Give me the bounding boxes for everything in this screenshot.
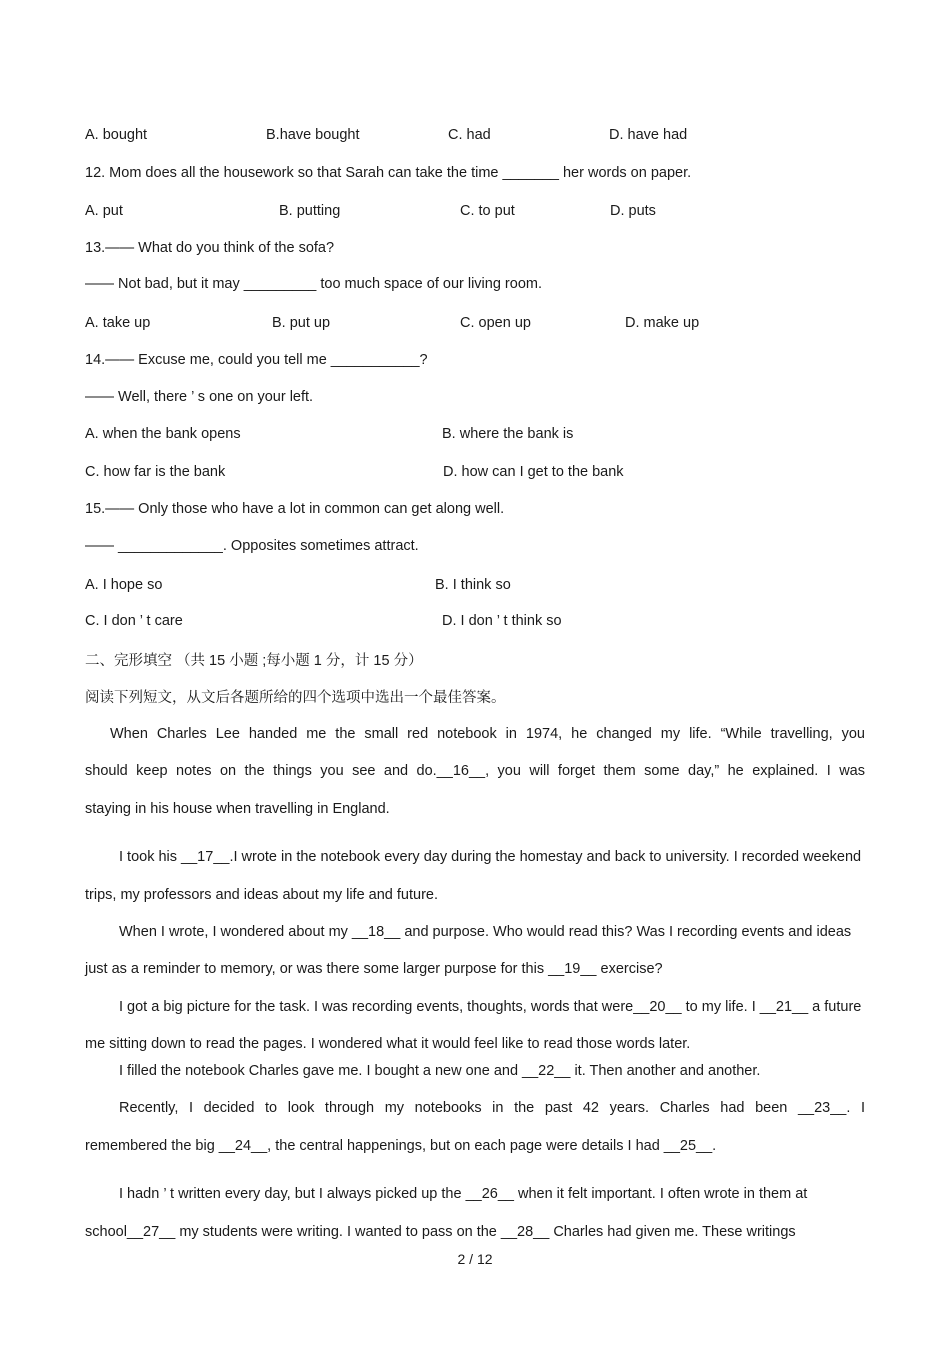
q12-option-d: D. puts <box>610 203 656 219</box>
passage-p1-line1: When Charles Lee handed me the small red notebook in 1974, he changed my life. “While travelling, you <box>110 726 865 742</box>
q11-option-d: D. have had <box>609 127 688 143</box>
q13-option-b: B. put up <box>272 315 331 331</box>
q14-option-d: D. how can I get to the bank <box>443 464 624 480</box>
passage-p5: I filled the notebook Charles gave me. I bought a new one and __22__ it. Then another and another. <box>119 1063 761 1079</box>
passage-p7: I hadn ’ t written every day, but I always picked up the __26__ when it felt important. I often wrote in them at school__27__ my students were writing. I wanted to pass on the __28__ Charles had given me. These writings <box>85 1186 808 1240</box>
q14-option-a: A. when the bank opens <box>85 426 241 442</box>
q12-option-c: C. to put <box>460 203 515 219</box>
q14-stem: 14.—— Excuse me, could you tell me ___________? <box>85 352 428 368</box>
q11-option-b: B.have bought <box>266 127 360 143</box>
q13-option-d: D. make up <box>625 315 700 331</box>
q13-stem: 13.—— What do you think of the sofa? <box>85 240 335 256</box>
q13-option-c: C. open up <box>460 315 531 331</box>
passage-p1-line3: staying in his house when travelling in England. <box>85 801 390 817</box>
q15-option-a: A. I hope so <box>85 577 163 593</box>
q14-option-c: C. how far is the bank <box>85 464 226 480</box>
q12-option-a: A. put <box>85 203 123 219</box>
q12-stem: 12. Mom does all the housework so that Sarah can take the time _______ her words on paper. <box>85 165 692 181</box>
passage-p2: I took his __17__.I wrote in the notebook every day during the homestay and back to university. I recorded weekend trips, my professors and ideas about my life and future. <box>85 849 862 903</box>
q11-option-c: C. had <box>448 127 491 143</box>
passage-p4: I got a big picture for the task. I was recording events, thoughts, words that were__20__ to my life. I __21__ a future me sitting down to read the pages. I wondered what it would feel like to read those words later. <box>85 999 862 1052</box>
q15-reply: —— _____________. Opposites sometimes attract. <box>85 538 419 554</box>
q13-option-a: A. take up <box>85 315 151 331</box>
section-2-heading: 二、完形填空 （共 15 小题 ;每小题 1 分，计 15 分） <box>85 653 423 669</box>
q15-stem: 15.—— Only those who have a lot in common can get along well. <box>85 501 505 517</box>
q15-option-b: B. I think so <box>435 577 511 593</box>
q14-reply: —— Well, there ’ s one on your left. <box>85 389 314 405</box>
q13-reply: —— Not bad, but it may _________ too much space of our living room. <box>85 276 542 292</box>
page-number: 2 / 12 <box>457 1251 493 1267</box>
passage-p6-line1: Recently, I decided to look through my notebooks in the past 42 years. Charles had been __23__. I <box>119 1100 865 1116</box>
passage-p3: When I wrote, I wondered about my __18__ and purpose. Who would read this? Was I recording events and ideas just as a reminder to memory, or was there some larger purpose for this __19__ exercise? <box>85 924 852 977</box>
q15-option-d: D. I don ’ t think so <box>442 613 562 629</box>
section-2-instruction: 阅读下列短文，从文后各题所给的四个选项中选出一个最佳答案。 <box>85 690 506 706</box>
q15-option-c: C. I don ’ t care <box>85 613 183 629</box>
q11-option-a: A. bought <box>85 127 148 143</box>
q14-option-b: B. where the bank is <box>442 426 574 442</box>
passage-p1-line2: should keep notes on the things you see and do.__16__, you will forget them some day,” he explained. I was <box>85 763 865 779</box>
q12-option-b: B. putting <box>279 203 341 219</box>
passage-p6-line2: remembered the big __24__, the central happenings, but on each page were details I had __25__. <box>85 1138 717 1154</box>
